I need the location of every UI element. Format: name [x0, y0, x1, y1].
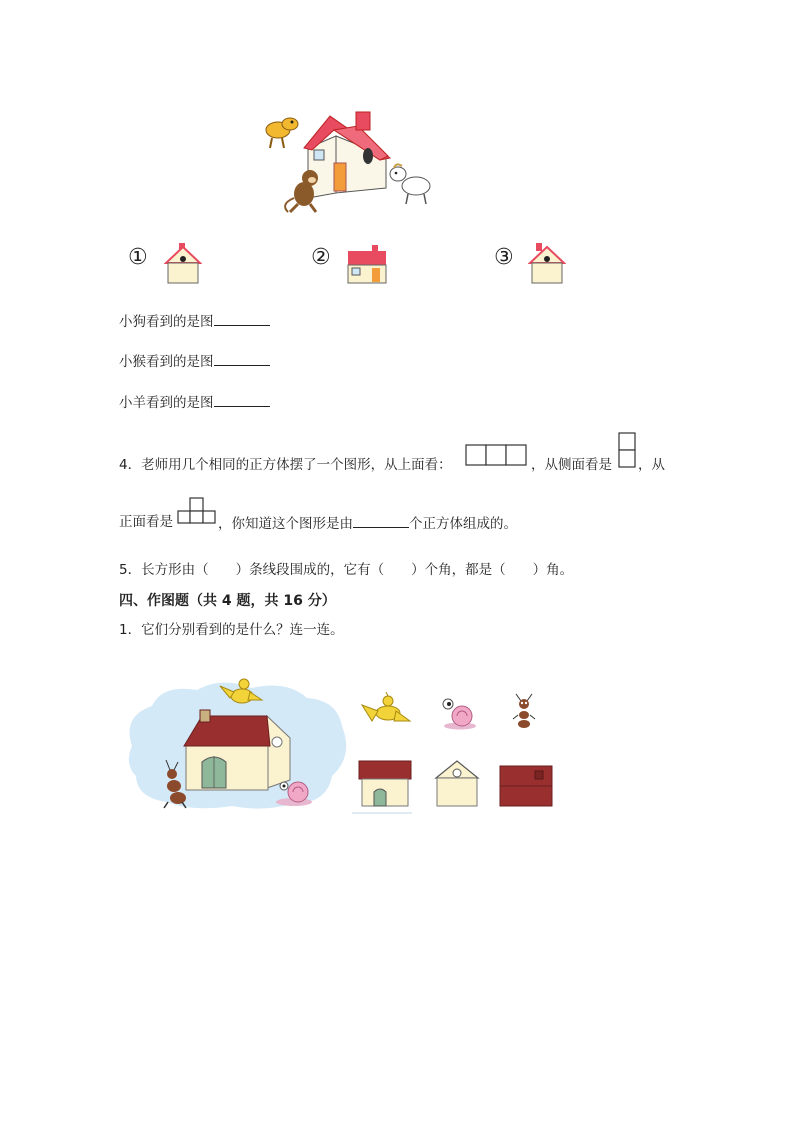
top-view-figure: [465, 444, 527, 466]
side-view-figure: [618, 432, 636, 468]
ant-icon: [510, 693, 538, 731]
option-number-2: ②: [311, 245, 331, 270]
option-number-3: ③: [494, 245, 514, 270]
section-title: 四、作图题（共 4 题，共 16 分）: [119, 593, 336, 609]
house-animals-illustration: [258, 108, 438, 218]
q4-text-part4: 正面看是: [119, 514, 173, 530]
view-option-top[interactable]: [499, 765, 553, 807]
snail-icon: [438, 692, 478, 732]
q4-text-line2: [218, 513, 517, 533]
q4-text-part5: ，你知道这个图形是由: [218, 516, 353, 532]
answer-blank[interactable]: [353, 513, 409, 528]
option-house-side-view-3: [528, 241, 566, 285]
q4-text-part6: 个正方体组成的。: [409, 516, 517, 532]
answer-blank[interactable]: [214, 351, 270, 366]
line-label: 小羊看到的是图: [119, 395, 214, 411]
s4-q1-text: 1．它们分别看到的是什么？连一连。: [119, 622, 344, 638]
view-option-front[interactable]: [358, 760, 412, 808]
line-label: 小猴看到的是图: [119, 354, 214, 370]
front-view-figure: [177, 497, 217, 525]
answer-blank[interactable]: [214, 311, 270, 326]
bird-icon: [360, 691, 412, 729]
line-label: 小狗看到的是图: [119, 314, 214, 330]
option-house-side-view-1: [164, 241, 202, 285]
question-line-monkey: [119, 351, 270, 371]
option-number-1: ①: [128, 245, 148, 270]
question-line-dog: [119, 311, 270, 331]
answer-blank[interactable]: [214, 392, 270, 407]
option-house-front-view-2: [346, 243, 388, 285]
q4-text-part2: ，从侧面看是: [531, 457, 612, 473]
q4-text-part1: 4．老师用几个相同的正方体摆了一个图形，从上面看：: [119, 457, 452, 473]
q4-text-part3: ，从: [638, 457, 665, 473]
divider: [352, 812, 412, 814]
question-line-goat: [119, 392, 270, 412]
view-option-side[interactable]: [434, 760, 480, 808]
q5-text: 5．长方形由（ ）条线段围成的，它有（ ）个角，都是（ ）角。: [119, 562, 574, 578]
scene-illustration: [122, 676, 352, 812]
